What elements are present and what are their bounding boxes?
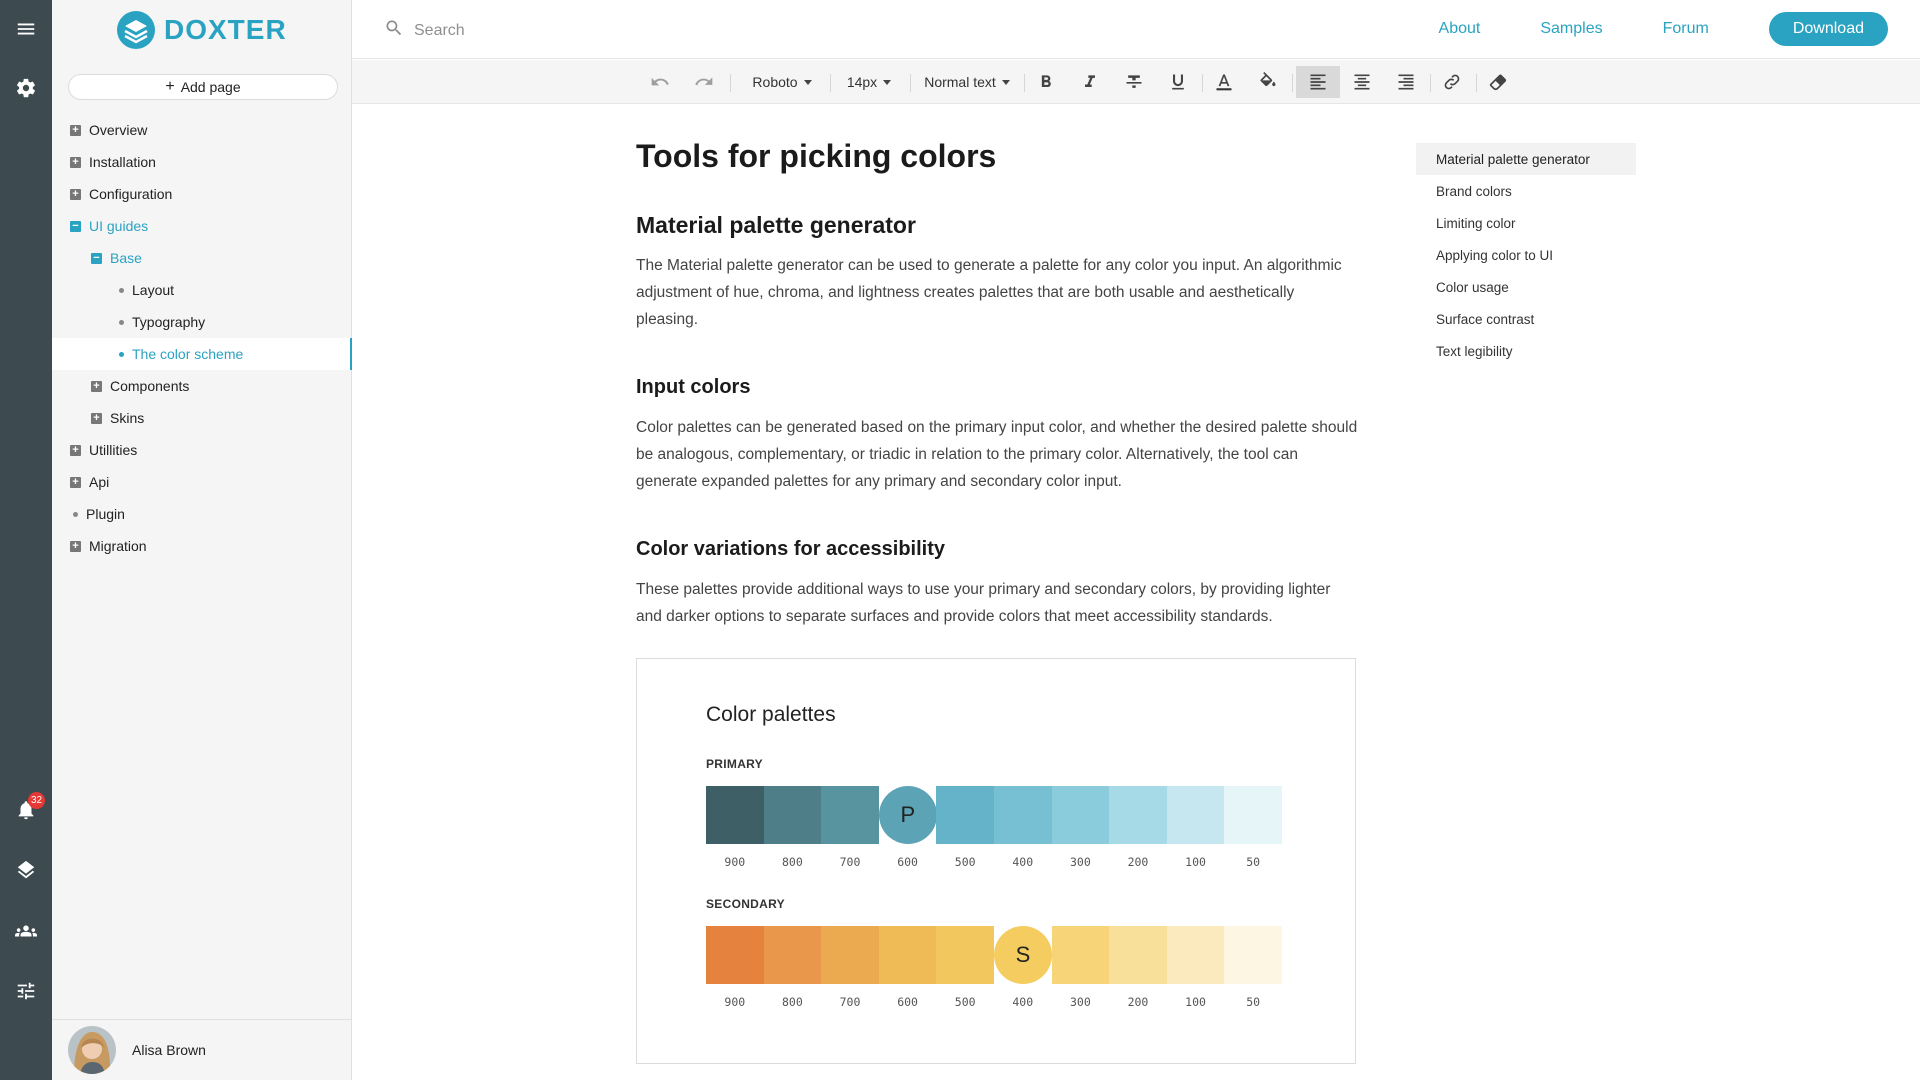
underline-icon[interactable] bbox=[1160, 66, 1196, 98]
secondary-swatch-300[interactable] bbox=[1052, 926, 1110, 984]
secondary-swatch-50[interactable] bbox=[1224, 926, 1282, 984]
secondary-shade-labels bbox=[706, 995, 1282, 1009]
app-logo[interactable] bbox=[116, 10, 287, 50]
primary-label: PRIMARY bbox=[706, 757, 763, 771]
bullet-icon bbox=[119, 352, 124, 357]
bullet-icon bbox=[73, 512, 78, 517]
avatar[interactable] bbox=[68, 1026, 116, 1074]
shade-label: 500 bbox=[954, 855, 976, 869]
toolbar-divider bbox=[1024, 74, 1025, 92]
bullet-icon bbox=[119, 320, 124, 325]
download-button[interactable]: Download bbox=[1769, 12, 1888, 46]
editor-toolbar bbox=[352, 60, 1920, 104]
color-palettes-card bbox=[636, 658, 1356, 1064]
search-bar bbox=[384, 18, 814, 43]
tree-item-label: Plugin bbox=[86, 506, 125, 522]
secondary-swatch-900[interactable] bbox=[706, 926, 764, 984]
tree-item-plugin[interactable] bbox=[52, 498, 352, 530]
expand-icon[interactable]: + bbox=[70, 445, 81, 456]
left-rail bbox=[0, 0, 52, 1080]
shade-label: 50 bbox=[1246, 855, 1261, 869]
toc-item[interactable]: Material palette generator bbox=[1416, 143, 1636, 175]
tune-sliders-icon[interactable] bbox=[0, 965, 52, 1017]
align-left-icon[interactable] bbox=[1296, 66, 1340, 98]
top-nav bbox=[1379, 12, 1888, 46]
secondary-swatch-600[interactable] bbox=[879, 926, 937, 984]
strikethrough-icon[interactable] bbox=[1116, 66, 1152, 98]
tree-item-configuration[interactable] bbox=[52, 178, 352, 210]
tree-item-layout[interactable] bbox=[52, 274, 352, 306]
tree-item-label: The color scheme bbox=[132, 346, 244, 362]
caret-down-icon bbox=[804, 80, 812, 85]
tree-item-label: Configuration bbox=[89, 186, 173, 202]
undo-icon[interactable] bbox=[642, 66, 678, 98]
text-color-icon[interactable] bbox=[1206, 66, 1242, 98]
toolbar-divider bbox=[1202, 74, 1203, 92]
align-center-icon[interactable] bbox=[1344, 66, 1380, 98]
secondary-swatch-700[interactable] bbox=[821, 926, 879, 984]
fill-color-icon[interactable] bbox=[1250, 66, 1286, 98]
primary-swatch-800[interactable] bbox=[764, 786, 822, 844]
redo-icon[interactable] bbox=[686, 66, 722, 98]
tree-item-skins[interactable] bbox=[52, 402, 352, 434]
secondary-marker: S bbox=[994, 926, 1052, 984]
toc-item[interactable]: Applying color to UI bbox=[1436, 247, 1554, 263]
app-name: DOXTER bbox=[164, 14, 287, 45]
search-input[interactable] bbox=[414, 22, 814, 40]
palettes-title: Color palettes bbox=[706, 703, 836, 726]
shade-label: 50 bbox=[1246, 995, 1261, 1009]
toc-item[interactable]: Color usage bbox=[1436, 279, 1509, 295]
caret-down-icon bbox=[883, 80, 891, 85]
toolbar-divider bbox=[1430, 74, 1431, 92]
toc-item[interactable]: Brand colors bbox=[1436, 183, 1512, 199]
nav-link-samples[interactable]: Samples bbox=[1540, 20, 1603, 37]
tree-item-label: Installation bbox=[89, 154, 156, 170]
shade-label: 900 bbox=[724, 855, 746, 869]
user-profile[interactable] bbox=[52, 1019, 352, 1080]
caret-down-icon bbox=[1002, 80, 1010, 85]
shade-label: 400 bbox=[1012, 855, 1034, 869]
expand-icon[interactable]: + bbox=[70, 125, 81, 136]
tree-item-label: Components bbox=[110, 378, 190, 394]
toolbar-divider bbox=[830, 74, 831, 92]
toolbar-divider bbox=[1292, 74, 1293, 92]
shade-label: 100 bbox=[1185, 995, 1206, 1009]
secondary-swatch-200[interactable] bbox=[1109, 926, 1167, 984]
shade-label: 900 bbox=[724, 995, 746, 1009]
italic-icon[interactable] bbox=[1072, 66, 1108, 98]
collapse-icon[interactable]: − bbox=[70, 221, 81, 232]
block-format-select[interactable] bbox=[914, 66, 1020, 98]
doxter-logo-icon bbox=[116, 10, 156, 50]
toc-item[interactable]: Limiting color bbox=[1436, 215, 1516, 231]
section-paragraph: The Material palette generator can be used to generate a palette for any color you input. An algorithmic adjustment of hue, chroma, and lightness creates palettes that are both usable and aesthetically pleasing. bbox=[636, 257, 1342, 328]
font-family-value: Roboto bbox=[752, 74, 798, 90]
secondary-swatches bbox=[706, 926, 1282, 984]
font-size-value: 14px bbox=[846, 74, 878, 90]
shade-label: 400 bbox=[1012, 995, 1034, 1009]
plus-icon: + bbox=[165, 78, 175, 95]
shade-label: 300 bbox=[1069, 995, 1091, 1009]
primary-swatch-600[interactable] bbox=[879, 786, 937, 844]
shade-label: 200 bbox=[1127, 855, 1149, 869]
primary-swatch-300[interactable] bbox=[1052, 786, 1110, 844]
section-heading-input-colors: Input colors bbox=[636, 376, 751, 398]
tree-item-color-scheme[interactable] bbox=[52, 338, 352, 370]
users-group-icon[interactable] bbox=[0, 905, 52, 957]
block-format-value: Normal text bbox=[924, 74, 996, 90]
primary-swatch-900[interactable] bbox=[706, 786, 764, 844]
notification-count-badge: 32 bbox=[28, 792, 45, 809]
align-right-icon[interactable] bbox=[1388, 66, 1424, 98]
eraser-icon[interactable] bbox=[1480, 66, 1516, 98]
expand-icon[interactable]: + bbox=[70, 541, 81, 552]
toolbar-divider bbox=[1476, 74, 1477, 92]
tree-item-base[interactable] bbox=[52, 242, 352, 274]
font-size-select[interactable] bbox=[834, 66, 904, 98]
user-name: Alisa Brown bbox=[132, 1042, 206, 1058]
toc-item[interactable]: Surface contrast bbox=[1436, 311, 1535, 327]
nav-link-about[interactable]: About bbox=[1438, 20, 1481, 37]
shade-label: 200 bbox=[1127, 995, 1149, 1009]
section-heading-accessibility: Color variations for accessibility bbox=[636, 538, 945, 560]
add-page-button[interactable] bbox=[68, 74, 338, 100]
font-family-select[interactable] bbox=[740, 66, 824, 98]
top-bar bbox=[352, 0, 1920, 59]
shade-label: 600 bbox=[897, 995, 918, 1009]
secondary-swatch-100[interactable] bbox=[1167, 926, 1225, 984]
collapse-icon[interactable]: − bbox=[91, 253, 102, 264]
settings-gear-icon[interactable] bbox=[0, 62, 52, 114]
secondary-swatch-500[interactable] bbox=[936, 926, 994, 984]
tree-item-overview[interactable] bbox=[52, 114, 352, 146]
shade-label: 600 bbox=[897, 855, 918, 869]
tree-item-label: UI guides bbox=[89, 218, 149, 234]
nav-link-forum[interactable]: Forum bbox=[1662, 20, 1709, 37]
toolbar-divider bbox=[730, 74, 731, 92]
primary-swatch-50[interactable] bbox=[1224, 786, 1282, 844]
layers-icon[interactable] bbox=[0, 844, 52, 896]
tree-item-label: Api bbox=[89, 474, 110, 490]
toc-item[interactable]: Text legibility bbox=[1436, 343, 1513, 359]
tree-item-label: Base bbox=[110, 250, 142, 266]
section-paragraph: These palettes provide additional ways to use your primary and secondary colors, by providing lighter and darker options to separate surfaces and provide colors that meet accessibility standards. bbox=[636, 581, 1331, 625]
section-paragraph: Color palettes can be generated based on the primary input color, and whether the desired palette should be analogous, complementary, or triadic in relation to the primary color. Alternatively, the tool can generate expanded palettes for any primary and secondary color input. bbox=[636, 419, 1358, 490]
expand-icon[interactable]: + bbox=[70, 477, 81, 488]
shade-label: 500 bbox=[954, 995, 976, 1009]
secondary-label: SECONDARY bbox=[706, 897, 785, 911]
add-page-label: Add page bbox=[180, 79, 241, 95]
sidebar bbox=[52, 0, 352, 1080]
primary-swatch-400[interactable] bbox=[994, 786, 1052, 844]
secondary-swatch-400[interactable] bbox=[994, 926, 1052, 984]
shade-label: 700 bbox=[839, 855, 861, 869]
tree-item-api[interactable] bbox=[52, 466, 352, 498]
tree-item-label: Skins bbox=[110, 410, 145, 426]
search-icon bbox=[384, 18, 404, 43]
expand-icon[interactable]: + bbox=[91, 413, 102, 424]
expand-icon[interactable]: + bbox=[91, 381, 102, 392]
primary-swatch-100[interactable] bbox=[1167, 786, 1225, 844]
expand-icon[interactable]: + bbox=[70, 189, 81, 200]
page-tree bbox=[52, 114, 352, 562]
tree-item-label: Layout bbox=[132, 282, 175, 298]
tree-item-label: Typography bbox=[132, 314, 206, 330]
bold-icon[interactable] bbox=[1028, 66, 1064, 98]
tree-item-ui-guides[interactable] bbox=[52, 210, 352, 242]
expand-icon[interactable]: + bbox=[70, 157, 81, 168]
section-heading-material-palette: Material palette generator bbox=[636, 212, 916, 238]
primary-shade-labels bbox=[706, 855, 1282, 869]
shade-label: 100 bbox=[1185, 855, 1206, 869]
primary-swatch-200[interactable] bbox=[1109, 786, 1167, 844]
secondary-swatch-800[interactable] bbox=[764, 926, 822, 984]
tree-item-typography[interactable] bbox=[52, 306, 352, 338]
bullet-icon bbox=[119, 288, 124, 293]
primary-swatches bbox=[706, 786, 1282, 844]
primary-swatch-500[interactable] bbox=[936, 786, 994, 844]
tree-item-label: Migration bbox=[89, 538, 147, 554]
toolbar-divider bbox=[910, 74, 911, 92]
tree-item-label: Overview bbox=[89, 122, 148, 138]
notifications-bell-icon[interactable] bbox=[0, 784, 52, 836]
primary-swatch-700[interactable] bbox=[821, 786, 879, 844]
link-icon[interactable] bbox=[1434, 66, 1470, 98]
tree-item-installation[interactable] bbox=[52, 146, 352, 178]
tree-item-components[interactable] bbox=[52, 370, 352, 402]
shade-label: 800 bbox=[782, 855, 803, 869]
shade-label: 300 bbox=[1069, 855, 1091, 869]
tree-item-migration[interactable] bbox=[52, 530, 352, 562]
menu-icon[interactable] bbox=[0, 3, 52, 55]
shade-label: 800 bbox=[782, 995, 803, 1009]
shade-label: 700 bbox=[839, 995, 861, 1009]
table-of-contents bbox=[1416, 143, 1636, 367]
tree-item-utilities[interactable] bbox=[52, 434, 352, 466]
tree-item-label: Utillities bbox=[89, 442, 138, 458]
page-title: Tools for picking colors bbox=[636, 138, 997, 174]
primary-marker: P bbox=[879, 786, 937, 844]
